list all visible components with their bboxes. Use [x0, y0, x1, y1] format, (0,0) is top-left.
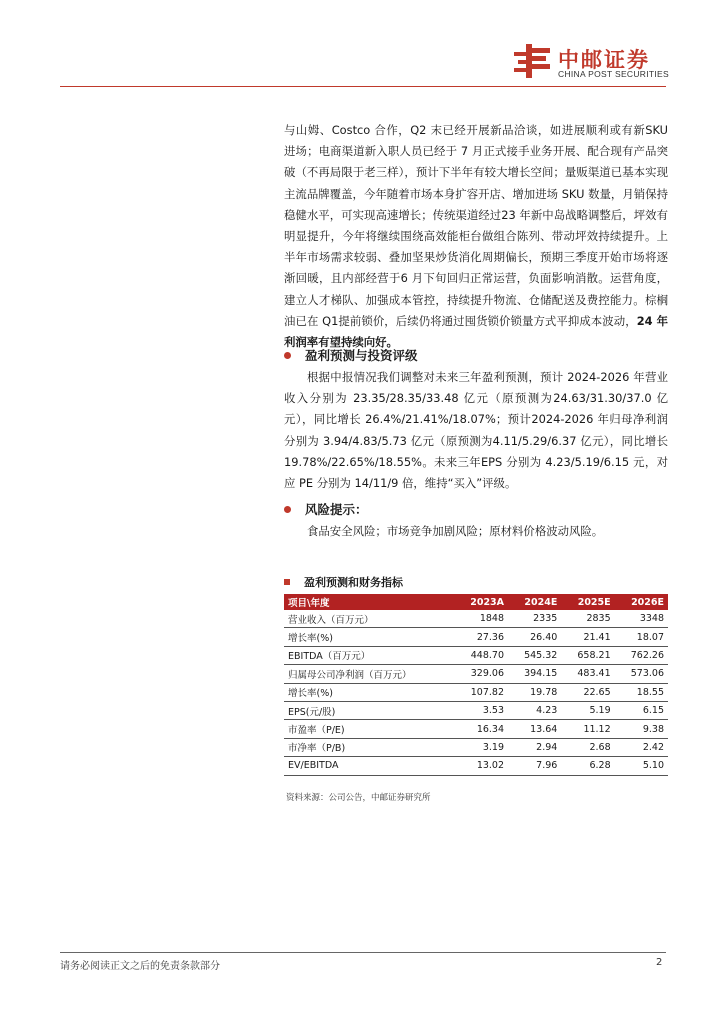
analysis-conclusion: 24 年利润率有望持续向好。: [284, 313, 668, 350]
table-cell: 2835: [561, 610, 614, 628]
table-cell: 573.06: [615, 665, 668, 683]
table-header-row: [284, 594, 668, 610]
table-row: [284, 701, 668, 719]
column-header: 项目\年度: [284, 594, 454, 610]
forecast-paragraph: 根据中报情况我们调整对未来三年盈利预测，预计 2024-2026 年营业收入分别为 23.35/28.35/33.48 亿元（原预测为24.63/31.30/37.0 亿元），同比增长 26.4%/21.41%/18.07%；预计2024-2026 年归母净利润分别为 3.94/4.83/5.73 亿元（原预测为4.11/5.29/6.37 亿元），同比增长 19.78%/22.65%/18.55%。未来三年EPS 分别为 4.23/5.19/6.15 元，对应 PE 分别为 14/11/9 倍，维持“买入”评级。: [284, 370, 668, 491]
table-cell: 市净率（P/B): [284, 738, 454, 756]
table-row: [284, 628, 668, 646]
analysis-paragraph: [284, 120, 668, 353]
table-cell: 增长率(%): [284, 628, 454, 646]
table-cell: 11.12: [561, 720, 614, 738]
table-row: [284, 720, 668, 738]
table-cell: 2335: [508, 610, 561, 628]
table-cell: 26.40: [508, 628, 561, 646]
table-cell: 5.10: [615, 757, 668, 775]
logo-chinese-name: 中邮证券: [558, 48, 650, 72]
table-row: [284, 646, 668, 664]
table-cell: 27.36: [454, 628, 508, 646]
table-title-text: 盈利预测和财务指标: [304, 576, 403, 589]
table-row: [284, 757, 668, 775]
table-cell: 2.94: [508, 738, 561, 756]
table-source-note: 资料来源：公司公告，中邮证券研究所: [286, 793, 431, 803]
table-cell: 6.28: [561, 757, 614, 775]
table-cell: 营业收入（百万元）: [284, 610, 454, 628]
table-cell: 7.96: [508, 757, 561, 775]
column-header: 2024E: [508, 594, 561, 610]
table-title: [284, 575, 403, 591]
table-cell: 5.19: [561, 701, 614, 719]
table-cell: 3348: [615, 610, 668, 628]
table-cell: EPS(元/股): [284, 701, 454, 719]
table-cell: 4.23: [508, 701, 561, 719]
table-cell: 483.41: [561, 665, 614, 683]
table-cell: 18.07: [615, 628, 668, 646]
table-row: [284, 610, 668, 628]
column-header: 2023A: [454, 594, 508, 610]
section-heading-risk: [284, 500, 368, 520]
table-cell: 762.26: [615, 646, 668, 664]
section-title: 盈利预测与投资评级: [305, 348, 418, 363]
table-cell: 归属母公司净利润（百万元）: [284, 665, 454, 683]
table-row: [284, 665, 668, 683]
footer-divider: [60, 952, 666, 953]
table-row: [284, 738, 668, 756]
bullet-icon: [284, 352, 291, 359]
table-cell: 13.64: [508, 720, 561, 738]
china-post-logo-icon: [512, 42, 552, 80]
table-cell: 658.21: [561, 646, 614, 664]
table-cell: 394.15: [508, 665, 561, 683]
table-cell: 107.82: [454, 683, 508, 701]
table-cell: 3.53: [454, 701, 508, 719]
table-cell: 19.78: [508, 683, 561, 701]
section-title: 风险提示：: [305, 502, 368, 517]
table-cell: 13.02: [454, 757, 508, 775]
financial-forecast-table: [284, 594, 668, 776]
table-cell: 448.70: [454, 646, 508, 664]
risk-paragraph: 食品安全风险；市场竞争加剧风险；原材料价格波动风险。: [307, 524, 604, 538]
table-cell: 2.42: [615, 738, 668, 756]
header-divider: [60, 86, 666, 87]
table-cell: 9.38: [615, 720, 668, 738]
table-cell: 21.41: [561, 628, 614, 646]
table-cell: 2.68: [561, 738, 614, 756]
table-cell: 市盈率（P/E): [284, 720, 454, 738]
footer-disclaimer: 请务必阅读正文之后的免责条款部分: [60, 961, 220, 972]
page-number: 2: [656, 957, 663, 968]
table-cell: 1848: [454, 610, 508, 628]
logo-english-name: CHINA POST SECURITIES: [558, 69, 669, 79]
analysis-text: 与山姆、Costco 合作，Q2 末已经开展新品洽谈，如进展顺利或有新SKU 进场；电商渠道新入职人员已经于 7 月正式接手业务开展、配合现有产品突破（不再局限于老三样），预计下半年有较大增长空间；量贩渠道已基本实现主流品牌覆盖，今年随着市场本身扩容开店、增加进场 SKU 数量，月销保持稳健水平，可实现高速增长；传统渠道经过23 年新中岛战略调整后，坪效有明显提升，今年将继续围绕高效能柜台做组合陈列、带动坪效持续提升。上半年市场需求较弱、叠加坚果炒货消化周期偏长，预期三季度开始市场将逐渐回暖，且内部经营于6 月下旬回归正常运营，负面影响消散。运营角度，建立人才梯队、加强成本管控，持续提升物流、仓储配送及费控能力。棕榈油已在 Q1提前锁价，后续仍将通过囤货锁价锁量方式平抑成本波动，: [284, 123, 668, 328]
table-cell: 22.65: [561, 683, 614, 701]
table-row: [284, 683, 668, 701]
table-cell: EV/EBITDA: [284, 757, 454, 775]
table-cell: EBITDA（百万元）: [284, 646, 454, 664]
table-cell: 18.55: [615, 683, 668, 701]
square-bullet-icon: [284, 579, 290, 585]
table-cell: 329.06: [454, 665, 508, 683]
section-heading-forecast: [284, 346, 418, 366]
column-header: 2025E: [561, 594, 614, 610]
company-logo: [512, 42, 672, 82]
column-header: 2026E: [615, 594, 668, 610]
table-cell: 3.19: [454, 738, 508, 756]
table-cell: 6.15: [615, 701, 668, 719]
table-cell: 16.34: [454, 720, 508, 738]
table-cell: 增长率(%): [284, 683, 454, 701]
table-cell: 545.32: [508, 646, 561, 664]
bullet-icon: [284, 506, 291, 513]
